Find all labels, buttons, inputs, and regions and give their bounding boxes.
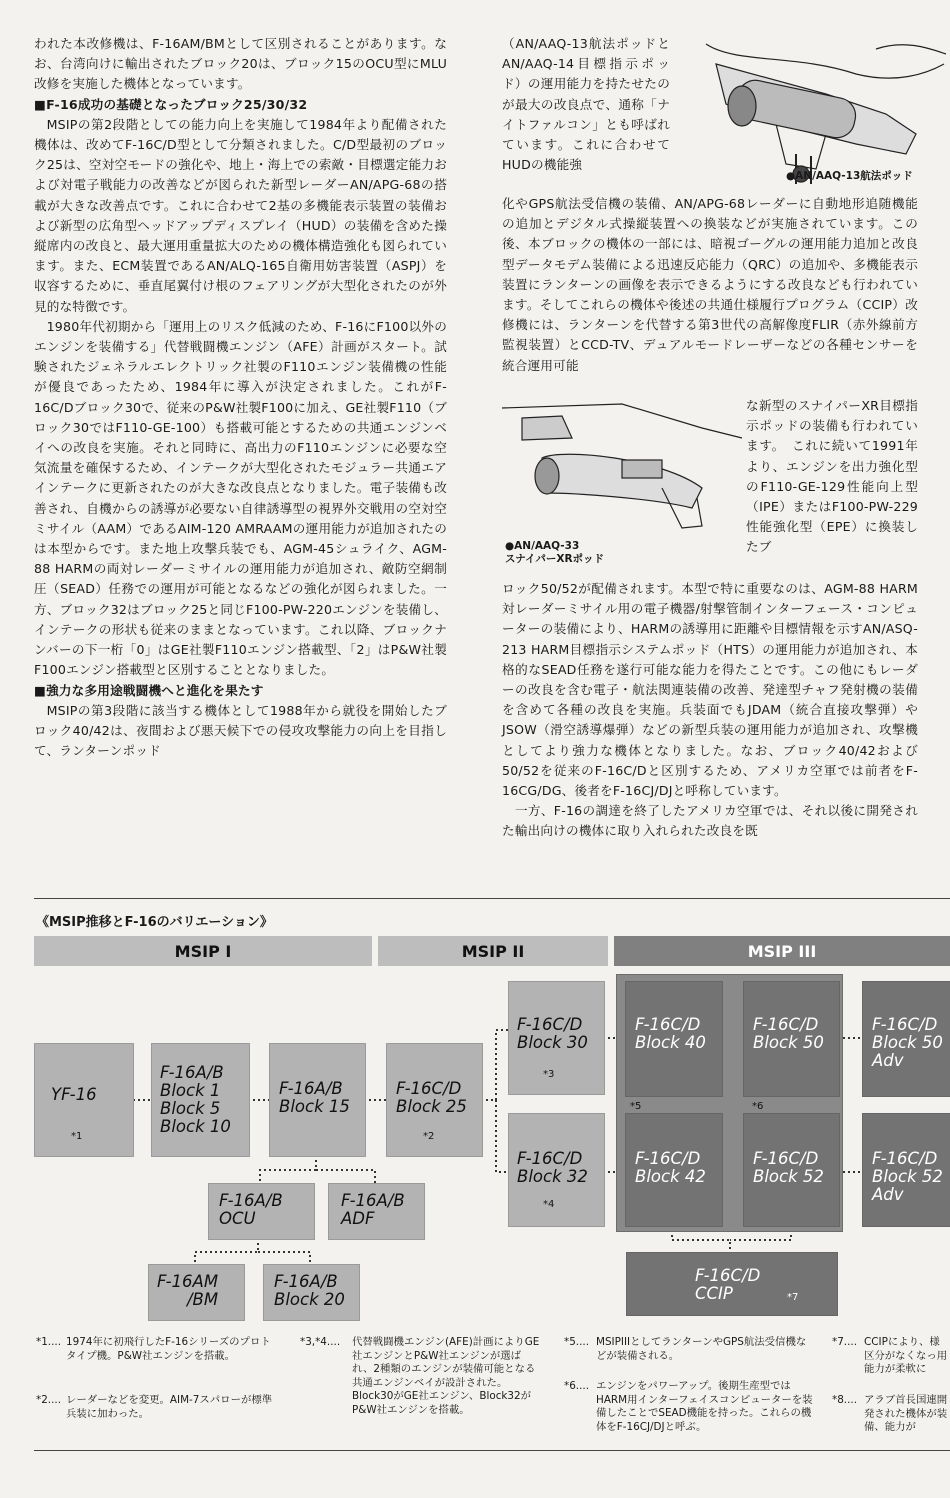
navigation-pod-illustration <box>676 34 950 184</box>
phase-msip-1: MSIP I <box>34 936 372 966</box>
variant-label: F-16C/D Block 40 <box>635 1015 706 1052</box>
variant-label: F-16C/D Block 30 <box>517 1015 588 1052</box>
variant-note: *6 <box>752 1101 764 1112</box>
footnote-key: *5.... <box>564 1336 590 1348</box>
paragraph: 化やGPS航法受信機の装備、AN/APG-68レーダーに自動地形追随機能の追加とデジタル式操縦装置への換装などが実施されています。この後、本ブロックの機体の一部には、暗視ゴーグルの運用能力追加と改良型データモデム装備による迅速反応能力（QRC）の追加や、多機能表示装置にランターンの画像を表示できるようにする改良なども行われています。そしてこれらの機体や後述の共通仕様履行プログラム（CCIP）改修機には、ランターンを代替する第3世代の高解像度FLIR（赤外線前方監視装置）とCCD-TV、デュアルモードレーザーなどの各種センサーを統合運用可能 <box>502 196 918 373</box>
footnote-text: アラブ首長国連開発された機体が装備、能力が <box>864 1394 948 1433</box>
variant-label: F-16C/D Block 25 <box>396 1079 467 1116</box>
paragraph: ロック50/52が配備されます。本型で特に重要なのは、AGM-88 HARM対レーダーミサイル用の電子機器/射撃管制インターフェース・コンピューターの装備により、HARMの誘導用に距離や目標情報を示すAN/ASQ-213 HARM目標指示システムポッド（HTS）の運用能力が追加され、本格的なSEAD任務を遂行可能な能力を得たことです。この他にもレーダーの改良を含む電子・航法関連装備の改善、発達型チャフ発射機の装備を含めて各種の改良を実施。兵装面でもJDAM（統合直接攻撃弾）やJSOW（滑空誘導爆弾）などの新型兵装の運用能力が追加され、攻撃機としてより強力な機体となりました。なお、ブロック40/42および50/52を従来のF-16C/Dと区別するため、アメリカ空軍では前者をF-16CG/DG、後者をF-16CJ/DJと呼称しています。 <box>502 581 918 799</box>
caption-line: スナイパーXRポッド <box>505 553 605 565</box>
variant-label: F-16A/B Block 20 <box>274 1272 345 1309</box>
paragraph: 1980年代初期から「運用上のリスク低減のため、F-16にF100以外のエンジンを装備する」代替戦闘機エンジン（AFE）計画がスタート。試験されたジェネラルエレクトリック社製のF110エンジン装備機の性能が優良であったため、1984年に導入が決定されました。これがF-16C/Dブロック30で、従来のP&W社製F100に加え、GE社製F110（ブロック30ではF110-GE-100）も搭載可能とするための共通エンジンベイへの改良を実施。それと同時に、高出力のF110エンジンに必要な空気流量を確保するため、インテークが大型化されたモジュラー共通エアインテークに更新されたのが大きな改良点となりました。電子装備も改善され、自機からの誘導が必要ない自律誘導型の視界外交戦用の空対空ミサイル（AAM）であるAIM-120 AMRAAMの運用能力が追加されたのは本型からです。また地上攻撃兵装でも、AGM-45シュライク、AGM-88 HARMの両対レーダーミサイルの運用能力が追加され、敵防空網制圧（SEAD）任務での運用が可能となるなどの強化が図られました。一方、ブロック32はブロック25と同じF100-PW-220エンジンを装備し、インテークの形状も従来のままとなっています。これ以降、ブロックナンバーの下一桁「0」はGE社製F110エンジン搭載型、「2」はP&W社製F100エンジン搭載型と区別することとなりました。 <box>34 318 447 678</box>
variant-box-block20 <box>263 1264 360 1321</box>
footnote-text: 1974年に初飛行したF-16シリーズのプロトタイプ機。P&W社エンジンを搭載。 <box>66 1336 271 1362</box>
pod-caption: ●AN/AAQ-13航法ポッド <box>786 170 913 182</box>
variant-box-am-bm <box>148 1264 245 1321</box>
footnote <box>36 1394 276 1421</box>
paragraph: われた本改修機は、F-16AM/BMとして区別されることがあります。なお、台湾向けに輸出されたブロック20は、ブロック15のOCU型にMLU改修を実施した機体となっています。 <box>34 36 447 92</box>
footnote <box>564 1336 814 1363</box>
variant-label: YF-16 <box>51 1085 97 1104</box>
variant-box-block52-adv <box>862 1113 950 1227</box>
sniper-pod-illustration <box>502 398 744 538</box>
variant-label: F-16C/D Block 52 Adv <box>872 1149 943 1204</box>
variant-box-block50 <box>743 981 840 1112</box>
variant-note: *2 <box>423 1131 435 1142</box>
variant-label: F-16C/D Block 50 Adv <box>872 1015 943 1070</box>
footnote-text: エンジンをパワーアップ。後期生産型ではHARM用インターフェイスコンピューターを装備したことでSEAD機能を持った。これらの機体をF-16CJ/DJと呼ぶ。 <box>596 1380 813 1433</box>
caption-line: ●AN/AAQ-33 <box>505 540 580 552</box>
variant-box-block32 <box>508 1113 605 1227</box>
variant-box-block30 <box>508 981 605 1095</box>
phase-msip-2: MSIP II <box>378 936 608 966</box>
variant-box-block40 <box>625 981 723 1112</box>
article-column-left <box>34 34 447 761</box>
footnote <box>36 1336 276 1363</box>
divider <box>34 898 950 899</box>
variant-box-ocu <box>208 1183 315 1240</box>
variant-label: F-16C/D CCIP <box>695 1266 761 1303</box>
variant-label: F-16AM /BM <box>157 1272 219 1309</box>
variant-box-block42 <box>625 1113 723 1227</box>
section-heading: ■強力な多用途戦闘機へと進化を果たす <box>34 682 264 698</box>
footnote <box>300 1336 540 1417</box>
footnote-key: *7.... <box>832 1336 858 1348</box>
variant-box-block15 <box>269 1043 366 1157</box>
paragraph: （AN/AAQ-13航法ポッドとAN/AAQ-14目標指示ポッド）の運用能力を持たせたのが最大の改良点で、通称「ナイトファルコン」とも呼ばれています。これに合わせてHUDの機能強 <box>502 36 670 173</box>
diagram-title: 《MSIP推移とF-16のバリエーション》 <box>36 915 273 930</box>
article-column-right-bottom <box>502 579 918 842</box>
footnote <box>564 1380 814 1434</box>
variant-box-ccip <box>626 1252 838 1316</box>
variant-box-block52 <box>743 1113 840 1227</box>
phase-msip-3: MSIP III <box>614 936 950 966</box>
variant-note: *4 <box>543 1199 555 1210</box>
footnote-key: *1.... <box>36 1336 62 1348</box>
variant-note: *1 <box>71 1131 83 1142</box>
footnote <box>832 1394 950 1435</box>
section-heading: ■F-16成功の基礎となったブロック25/30/32 <box>34 96 308 112</box>
variant-label: F-16A/B Block 1 Block 5 Block 10 <box>160 1063 231 1136</box>
article-column-right-side <box>746 396 918 558</box>
paragraph: な新型のスナイパーXR目標指示ポッドの装備も行われています。 これに続いて1991年より、エンジンを出力強化型のF110-GE-129性能向上型（IPE）またはF100-PW-229性能強化型（EPE）に換装したブ <box>746 398 918 555</box>
footnote-text: 代替戦闘機エンジン(AFE)計画によりGE社エンジンとP&W社エンジンが選ばれ、2種類のエンジンが装備可能となる共通エンジンベイが設計された。Block30がGE社エンジン、Block32がP&W社エンジンを搭載。 <box>352 1336 540 1416</box>
article-column-right-top <box>502 34 670 175</box>
variant-label: F-16C/D Block 52 <box>753 1149 824 1186</box>
article-column-right-mid <box>502 194 918 376</box>
footnote-text: MSIPIIIとしてランターンやGPS航法受信機などが装備される。 <box>596 1336 807 1362</box>
variant-box-block1-10 <box>151 1043 250 1157</box>
footnote-key: *8.... <box>832 1394 858 1406</box>
variant-box-block25 <box>386 1043 483 1157</box>
divider <box>34 1450 950 1451</box>
variant-label: F-16A/B Block 15 <box>279 1079 350 1116</box>
variant-label: F-16A/B ADF <box>341 1191 405 1228</box>
variant-box-yf16 <box>34 1043 134 1157</box>
variant-note: *5 <box>630 1101 642 1112</box>
variant-label: F-16C/D Block 32 <box>517 1149 588 1186</box>
variant-note: *7 <box>787 1292 799 1303</box>
footnote-text: CCIPにより、様区分がなくなっ用能力が柔軟に <box>864 1336 948 1375</box>
footnote <box>832 1336 950 1377</box>
sniper-pod-caption <box>505 540 604 566</box>
footnote-text: レーダーなどを変更。AIM-7スパローが標準兵装に加わった。 <box>66 1394 273 1420</box>
footnote-key: *6.... <box>564 1380 590 1392</box>
variant-box-adf <box>328 1183 425 1240</box>
variant-box-block50-adv <box>862 981 950 1097</box>
paragraph: MSIPの第2段階としての能力向上を実施して1984年より配備された機体は、改めてF-16C/D型として分類されました。C/D型最初のブロック25は、空対空モードの強化や、地上・海上での索敵・目標選定能力および対電子戦能力の改善などが図られた新型レーダーAN/APG-68の搭載が大きな改善点です。これに合わせて2基の多機能表示装置の装備および新型の広角型ヘッドアップディスプレイ（HUD）の装備を含めた操縦席内の改良と、最大運用重量拡大のための機体構造強化も図られています。また、ECM装置であるAN/ALQ-165自衛用妨害装置（ASPJ）を収容するために、垂直尾翼付け根のフェアリングが大型化されたのが外見的な特徴です。 <box>34 116 447 314</box>
variant-label: F-16C/D Block 50 <box>753 1015 824 1052</box>
variant-note: *3 <box>543 1069 555 1080</box>
footnote-key: *2.... <box>36 1394 62 1406</box>
paragraph: MSIPの第3段階に該当する機体として1988年から就役を開始したブロック40/42は、夜間および悪天候下での侵攻攻撃能力の向上を目指して、ランターンポッド <box>34 702 447 759</box>
footnote-key: *3,*4.... <box>300 1336 341 1348</box>
variant-label: F-16C/D Block 42 <box>635 1149 706 1186</box>
variant-label: F-16A/B OCU <box>219 1191 283 1228</box>
paragraph: 一方、F-16の調達を終了したアメリカ空軍では、それ以後に開発された輸出向けの機体に取り入れられた改良を既 <box>502 803 918 839</box>
